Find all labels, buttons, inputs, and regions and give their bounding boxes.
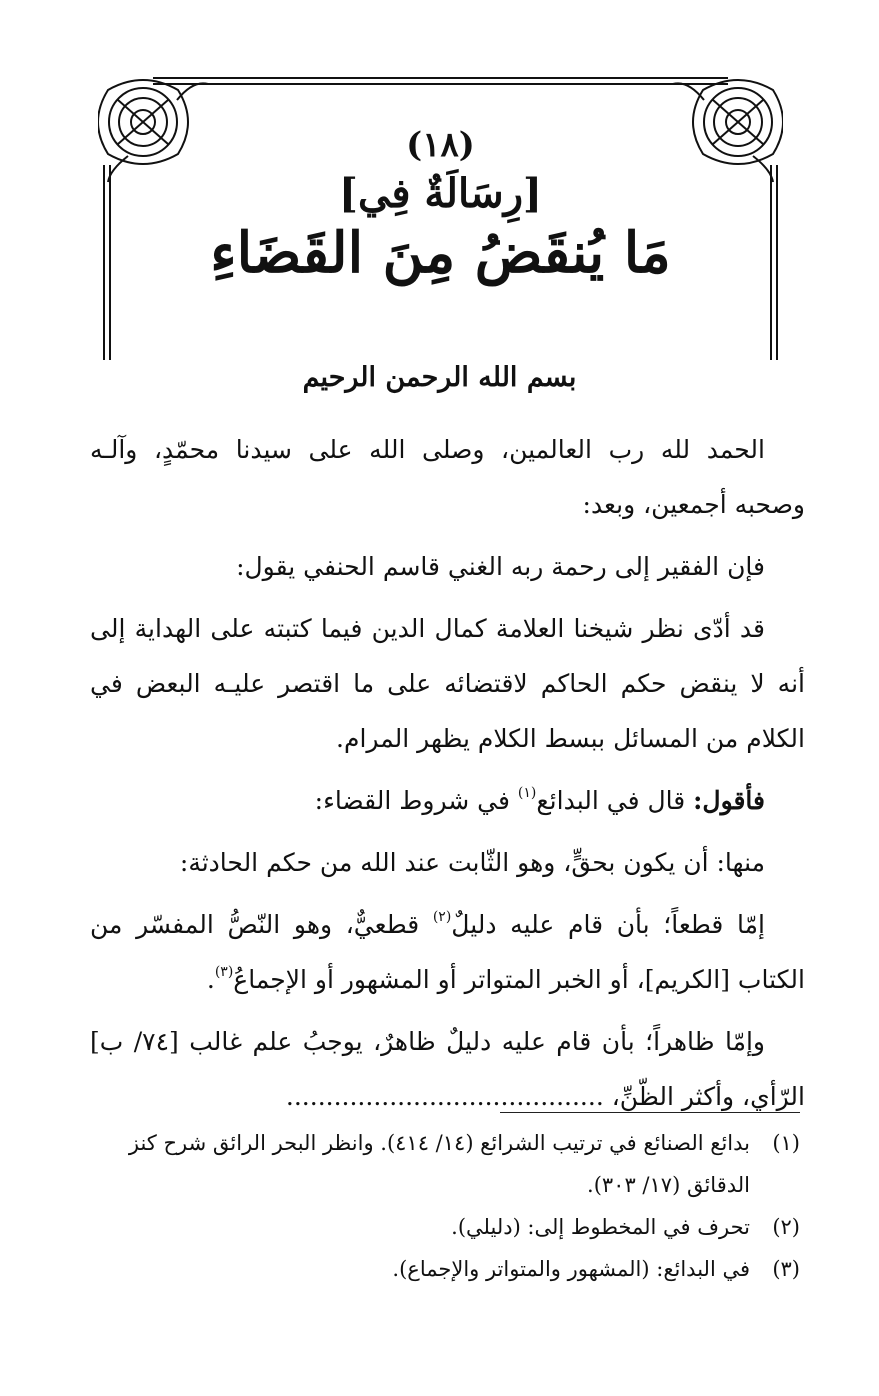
treatise-subtitle: [رِسَالَةٌ فِي] bbox=[339, 170, 542, 217]
footnotes bbox=[90, 1122, 800, 1290]
footnote-1 bbox=[90, 1122, 800, 1206]
basmala: بسم الله الرحمن الرحيم bbox=[302, 362, 577, 393]
paragraph-6-part-a: إمّا قطعاً؛ بأن قام عليه دليلٌ bbox=[451, 910, 765, 939]
paragraph-4-part-a: قال في البدائع bbox=[536, 786, 694, 815]
paragraph-1: الحمد لله رب العالمين، وصلى الله على سيدنا محمّدٍ، وآلـه وصحبه أجمعين، وبعد: bbox=[90, 435, 805, 519]
footnote-number: (٣) bbox=[772, 1257, 800, 1281]
continuation-dots: ........................................ bbox=[285, 1082, 604, 1111]
paragraph-4 bbox=[90, 773, 805, 828]
footnote-text: في البدائع: (المشهور والمتواتر والإجماع). bbox=[392, 1257, 750, 1281]
paragraph-4-lead: فأقول: bbox=[693, 786, 765, 815]
footnote-3 bbox=[90, 1248, 800, 1290]
paragraph-6-part-b: قطعيٌّ، وهو النّصُّ المفسّر من الكتاب [الكريم]، أو الخبر المتواتر أو المشهور أو الإجماعُ bbox=[90, 910, 805, 994]
footnote-number: (١) bbox=[772, 1131, 800, 1155]
footnote-2 bbox=[90, 1206, 800, 1248]
treatise-title: مَا يُنقَضُ مِنَ القَضَاءِ bbox=[210, 220, 671, 286]
footnote-ref-1[interactable]: (١) bbox=[517, 785, 537, 801]
ornamental-frame bbox=[98, 70, 783, 360]
main-text bbox=[90, 422, 805, 1131]
footnote-text: تحرف في المخطوط إلى: (دليلي). bbox=[451, 1215, 750, 1239]
treatise-number: (١٨) bbox=[406, 125, 475, 165]
paragraph-6-part-c: . bbox=[206, 965, 215, 994]
footnote-ref-2[interactable]: (٢) bbox=[432, 909, 452, 925]
paragraph-3: قد أدّى نظر شيخنا العلامة كمال الدين فيما كتبته على الهداية إلى أنه لا ينقض حكم الحاكم لاقتضائه على ما اقتصر عليـه البعض في الكلام من المسائل ببسط الكلام يظهر المرام. bbox=[90, 614, 805, 753]
footnote-divider bbox=[500, 1112, 800, 1113]
footnote-text: بدائع الصنائع في ترتيب الشرائع (١٤/ ٤١٤). وانظر البحر الرائق شرح كنز الدقائق (١٧/ ٣٠٣). bbox=[128, 1131, 750, 1197]
paragraph-4-part-b: في شروط القضاء: bbox=[314, 786, 518, 815]
paragraph-6 bbox=[90, 897, 805, 1007]
footnote-number: (٢) bbox=[772, 1215, 800, 1239]
paragraph-5: منها: أن يكون بحقٍّ، وهو الثّابت عند الله من حكم الحادثة: bbox=[179, 848, 765, 877]
paragraph-2: فإن الفقير إلى رحمة ربه الغني قاسم الحنفي يقول: bbox=[236, 552, 765, 581]
paragraph-7 bbox=[90, 1014, 805, 1124]
paragraph-7-text: وإمّا ظاهراً؛ بأن قام عليه دليلٌ ظاهرٌ، يوجبُ علم غالب [٧٤/ ب] الرّأي، وأكثر الظّنِّ، bbox=[90, 1027, 805, 1111]
footnote-ref-3[interactable]: (٣) bbox=[214, 964, 234, 980]
